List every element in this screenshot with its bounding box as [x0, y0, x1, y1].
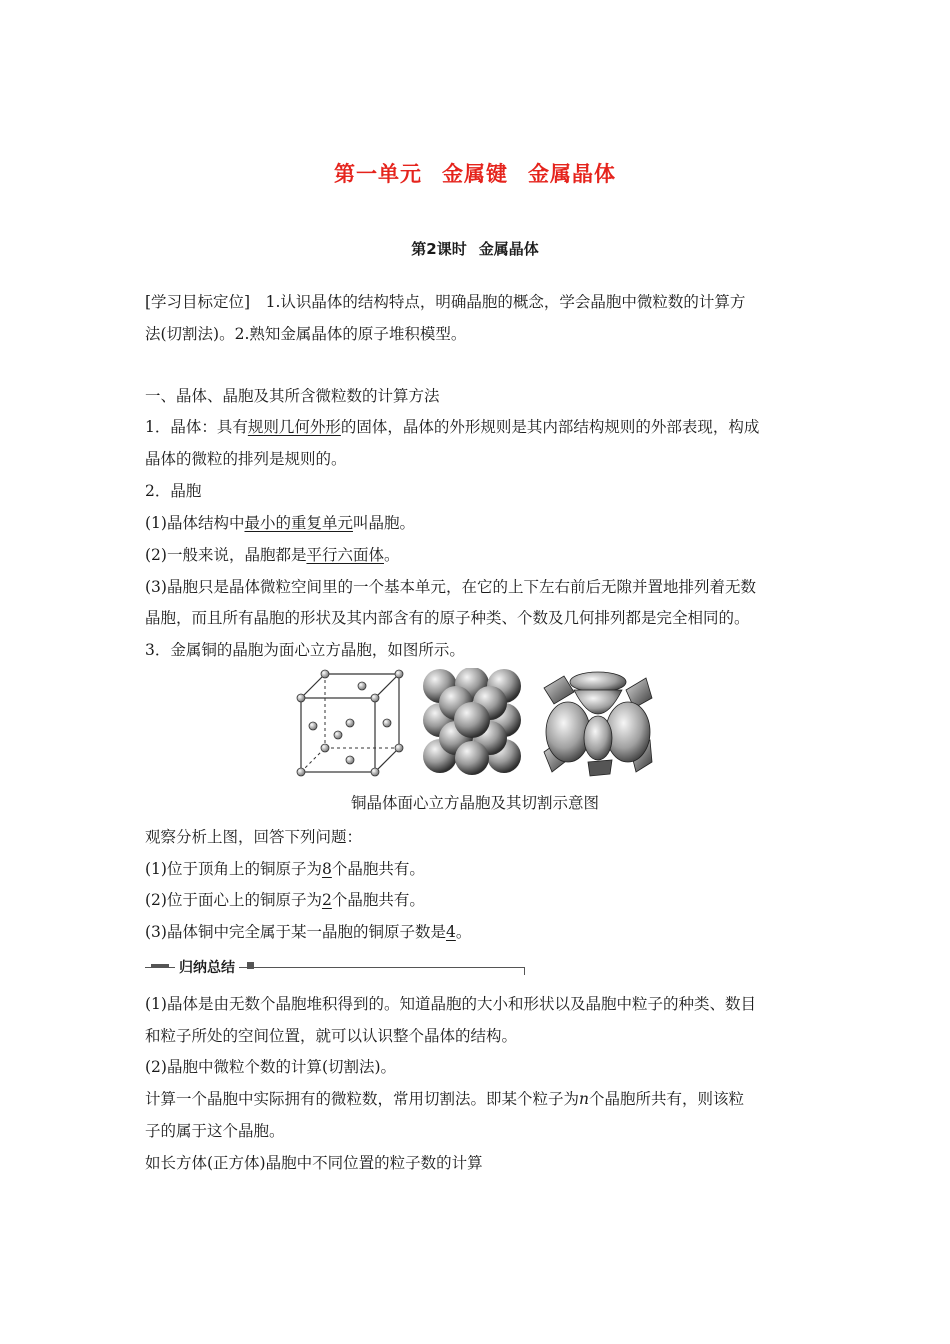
text: 个晶胞共有。 — [331, 891, 425, 909]
text: 1．晶体：具有 — [145, 418, 248, 436]
objectives-line2: 法(切割法)。2.熟知金属晶体的原子堆积模型。 — [145, 325, 467, 343]
text: 个晶胞所共有，则该粒 — [589, 1090, 745, 1108]
summary-header — [145, 958, 525, 976]
unit-title-part3: 金属晶体 — [528, 162, 616, 186]
answer-underline: 规则几何外形 — [247, 418, 341, 436]
text: 。 — [455, 923, 472, 941]
summary-2: (2)晶胞中微粒个数的计算(切割法)。 — [145, 1058, 397, 1076]
paragraph-unit-cell-heading: 2．晶胞 — [145, 482, 202, 500]
variable-n: n — [579, 1090, 589, 1108]
paragraph-unit-cell-1 — [145, 511, 415, 533]
text: 个晶胞共有。 — [331, 860, 425, 878]
question-2 — [145, 888, 425, 910]
paragraph-unit-cell-2 — [145, 543, 400, 565]
unit-title-part2: 金属键 — [442, 162, 508, 186]
summary-label: 归纳总结 — [175, 957, 239, 977]
fcc-wireframe-figure — [295, 668, 407, 778]
answer-underline: 2 — [321, 891, 332, 909]
answer-underline: 平行六面体 — [306, 546, 384, 564]
text: (1)位于顶角上的铜原子为 — [145, 860, 322, 878]
lesson-title-part1: 第2课时 — [411, 240, 467, 258]
text: (1)晶体结构中 — [145, 514, 245, 532]
summary-square — [247, 962, 254, 969]
lesson-title-part2: 金属晶体 — [478, 240, 539, 258]
paragraph-unit-cell-3a: (3)晶胞只是晶体微粒空间里的一个基本单元，在它的上下左右前后无隙并置地排列着无数 — [145, 578, 756, 596]
objectives-line1: [学习目标定位] 1.认识晶体的结构特点，明确晶胞的概念，学会晶胞中微粒数的计算方 — [145, 293, 746, 311]
paragraph-copper: 3．金属铜的晶胞为面心立方晶胞，如图所示。 — [145, 641, 465, 659]
text: 计算一个晶胞中实际拥有的微粒数，常用切割法。即某个粒子为 — [145, 1090, 580, 1108]
summary-dash — [151, 964, 169, 968]
unit-title — [0, 158, 950, 188]
summary-3b: 子的属于这个晶胞。 — [145, 1122, 285, 1140]
lesson-title — [0, 238, 950, 259]
summary-rule-end — [524, 967, 526, 975]
answer-underline: 最小的重复单元 — [244, 514, 353, 532]
paragraph-unit-cell-3b: 晶胞，而且所有晶胞的形状及其内部含有的原子种类、个数及几何排列都是完全相同的。 — [145, 609, 750, 627]
question-3 — [145, 920, 471, 942]
summary-4: 如长方体(正方体)晶胞中不同位置的粒子数的计算 — [145, 1154, 483, 1172]
text: 叫晶胞。 — [352, 514, 415, 532]
paragraph-crystal-def-cont: 晶体的微粒的排列是规则的。 — [145, 450, 347, 468]
text: (3)晶体铜中完全属于某一晶胞的铜原子数是 — [145, 923, 446, 941]
text: (2)位于面心上的铜原子为 — [145, 891, 322, 909]
summary-1a: (1)晶体是由无数个晶胞堆积得到的。知道晶胞的大小和形状以及晶胞中粒子的种类、数目 — [145, 995, 756, 1013]
summary-3a — [145, 1087, 744, 1109]
unit-title-part1: 第一单元 — [334, 162, 422, 186]
fcc-sphere-packing-figure — [418, 668, 526, 778]
question-intro: 观察分析上图，回答下列问题： — [145, 828, 363, 846]
text: 。 — [383, 546, 400, 564]
paragraph-crystal-def — [145, 415, 759, 437]
fcc-cut-cell-figure — [540, 668, 656, 778]
text: 的固体，晶体的外形规则是其内部结构规则的外部表现，构成 — [340, 418, 760, 436]
text: (2)一般来说，晶胞都是 — [145, 546, 307, 564]
summary-1b: 和粒子所处的空间位置，就可以认识整个晶体的结构。 — [145, 1027, 518, 1045]
answer-underline: 8 — [321, 860, 332, 878]
section-heading: 一、晶体、晶胞及其所含微粒数的计算方法 — [145, 387, 440, 405]
figure-caption: 铜晶体面心立方晶胞及其切割示意图 — [350, 794, 599, 812]
question-1 — [145, 857, 425, 879]
answer-underline: 4 — [445, 923, 456, 941]
